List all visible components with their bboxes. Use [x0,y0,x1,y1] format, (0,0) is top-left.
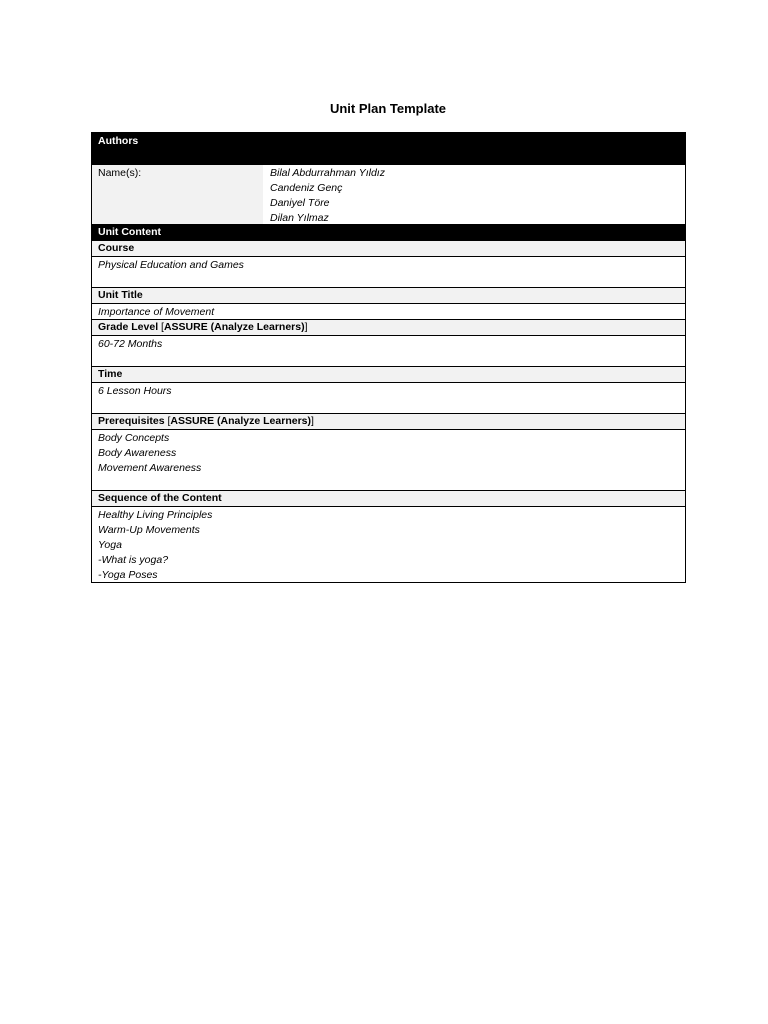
prerequisites-label-row [92,414,685,430]
names-label: Name(s): [92,165,263,224]
names-row [92,165,685,225]
author-name: Daniyel Töre [270,197,330,209]
unit-plan-table [91,132,686,583]
unit-content-header-label: Unit Content [98,226,161,238]
sequence-label-row [92,491,685,507]
grade-level-label-row [92,320,685,336]
sequence-item: -Yoga Poses [98,569,158,581]
author-name: Dilan Yılmaz [270,212,329,224]
sequence-value-row [92,507,685,582]
sequence-item: -What is yoga? [98,554,169,566]
prerequisite-item: Movement Awareness [98,462,202,474]
course-value: Physical Education and Games [98,259,244,271]
unit-content-header [92,225,685,241]
grade-level-bracket-open: [ [161,321,164,333]
grade-level-value: 60-72 Months [98,338,163,350]
unit-title-label: Unit Title [98,289,143,301]
authors-header-label: Authors [98,135,139,147]
author-name: Candeniz Genç [270,182,343,194]
course-label-row [92,241,685,257]
grade-level-label: Grade Level [98,321,162,333]
sequence-item: Healthy Living Principles [98,509,213,521]
names-list [263,165,685,224]
time-label: Time [98,368,123,380]
sequence-item: Yoga [98,539,122,551]
grade-level-value-row [92,336,685,367]
sequence-label: Sequence of the Content [98,492,222,504]
course-value-row [92,257,685,288]
prerequisite-item: Body Concepts [98,432,170,444]
grade-level-bracket-close: ] [304,321,308,333]
sequence-item: Warm-Up Movements [98,524,200,536]
unit-title-value-row [92,304,685,320]
course-label: Course [98,242,135,254]
time-label-row [92,367,685,383]
prerequisites-label: Prerequisites [98,415,168,427]
prerequisites-bracket-open: [ [167,415,171,427]
prerequisite-item: Body Awareness [98,447,177,459]
authors-header [92,133,685,165]
prerequisites-value-row [92,430,685,491]
author-name: Bilal Abdurrahman Yıldız [270,167,385,179]
document-title: Unit Plan Template [329,101,447,116]
time-value-row [92,383,685,414]
prerequisites-bracket-close: ] [311,415,314,427]
unit-title-value: Importance of Movement [98,306,215,318]
unit-title-label-row [92,288,685,304]
time-value: 6 Lesson Hours [98,385,172,397]
grade-level-assure-label: ASSURE (Analyze Learners) [163,321,305,333]
prerequisites-assure-label: ASSURE (Analyze Learners) [170,415,312,427]
